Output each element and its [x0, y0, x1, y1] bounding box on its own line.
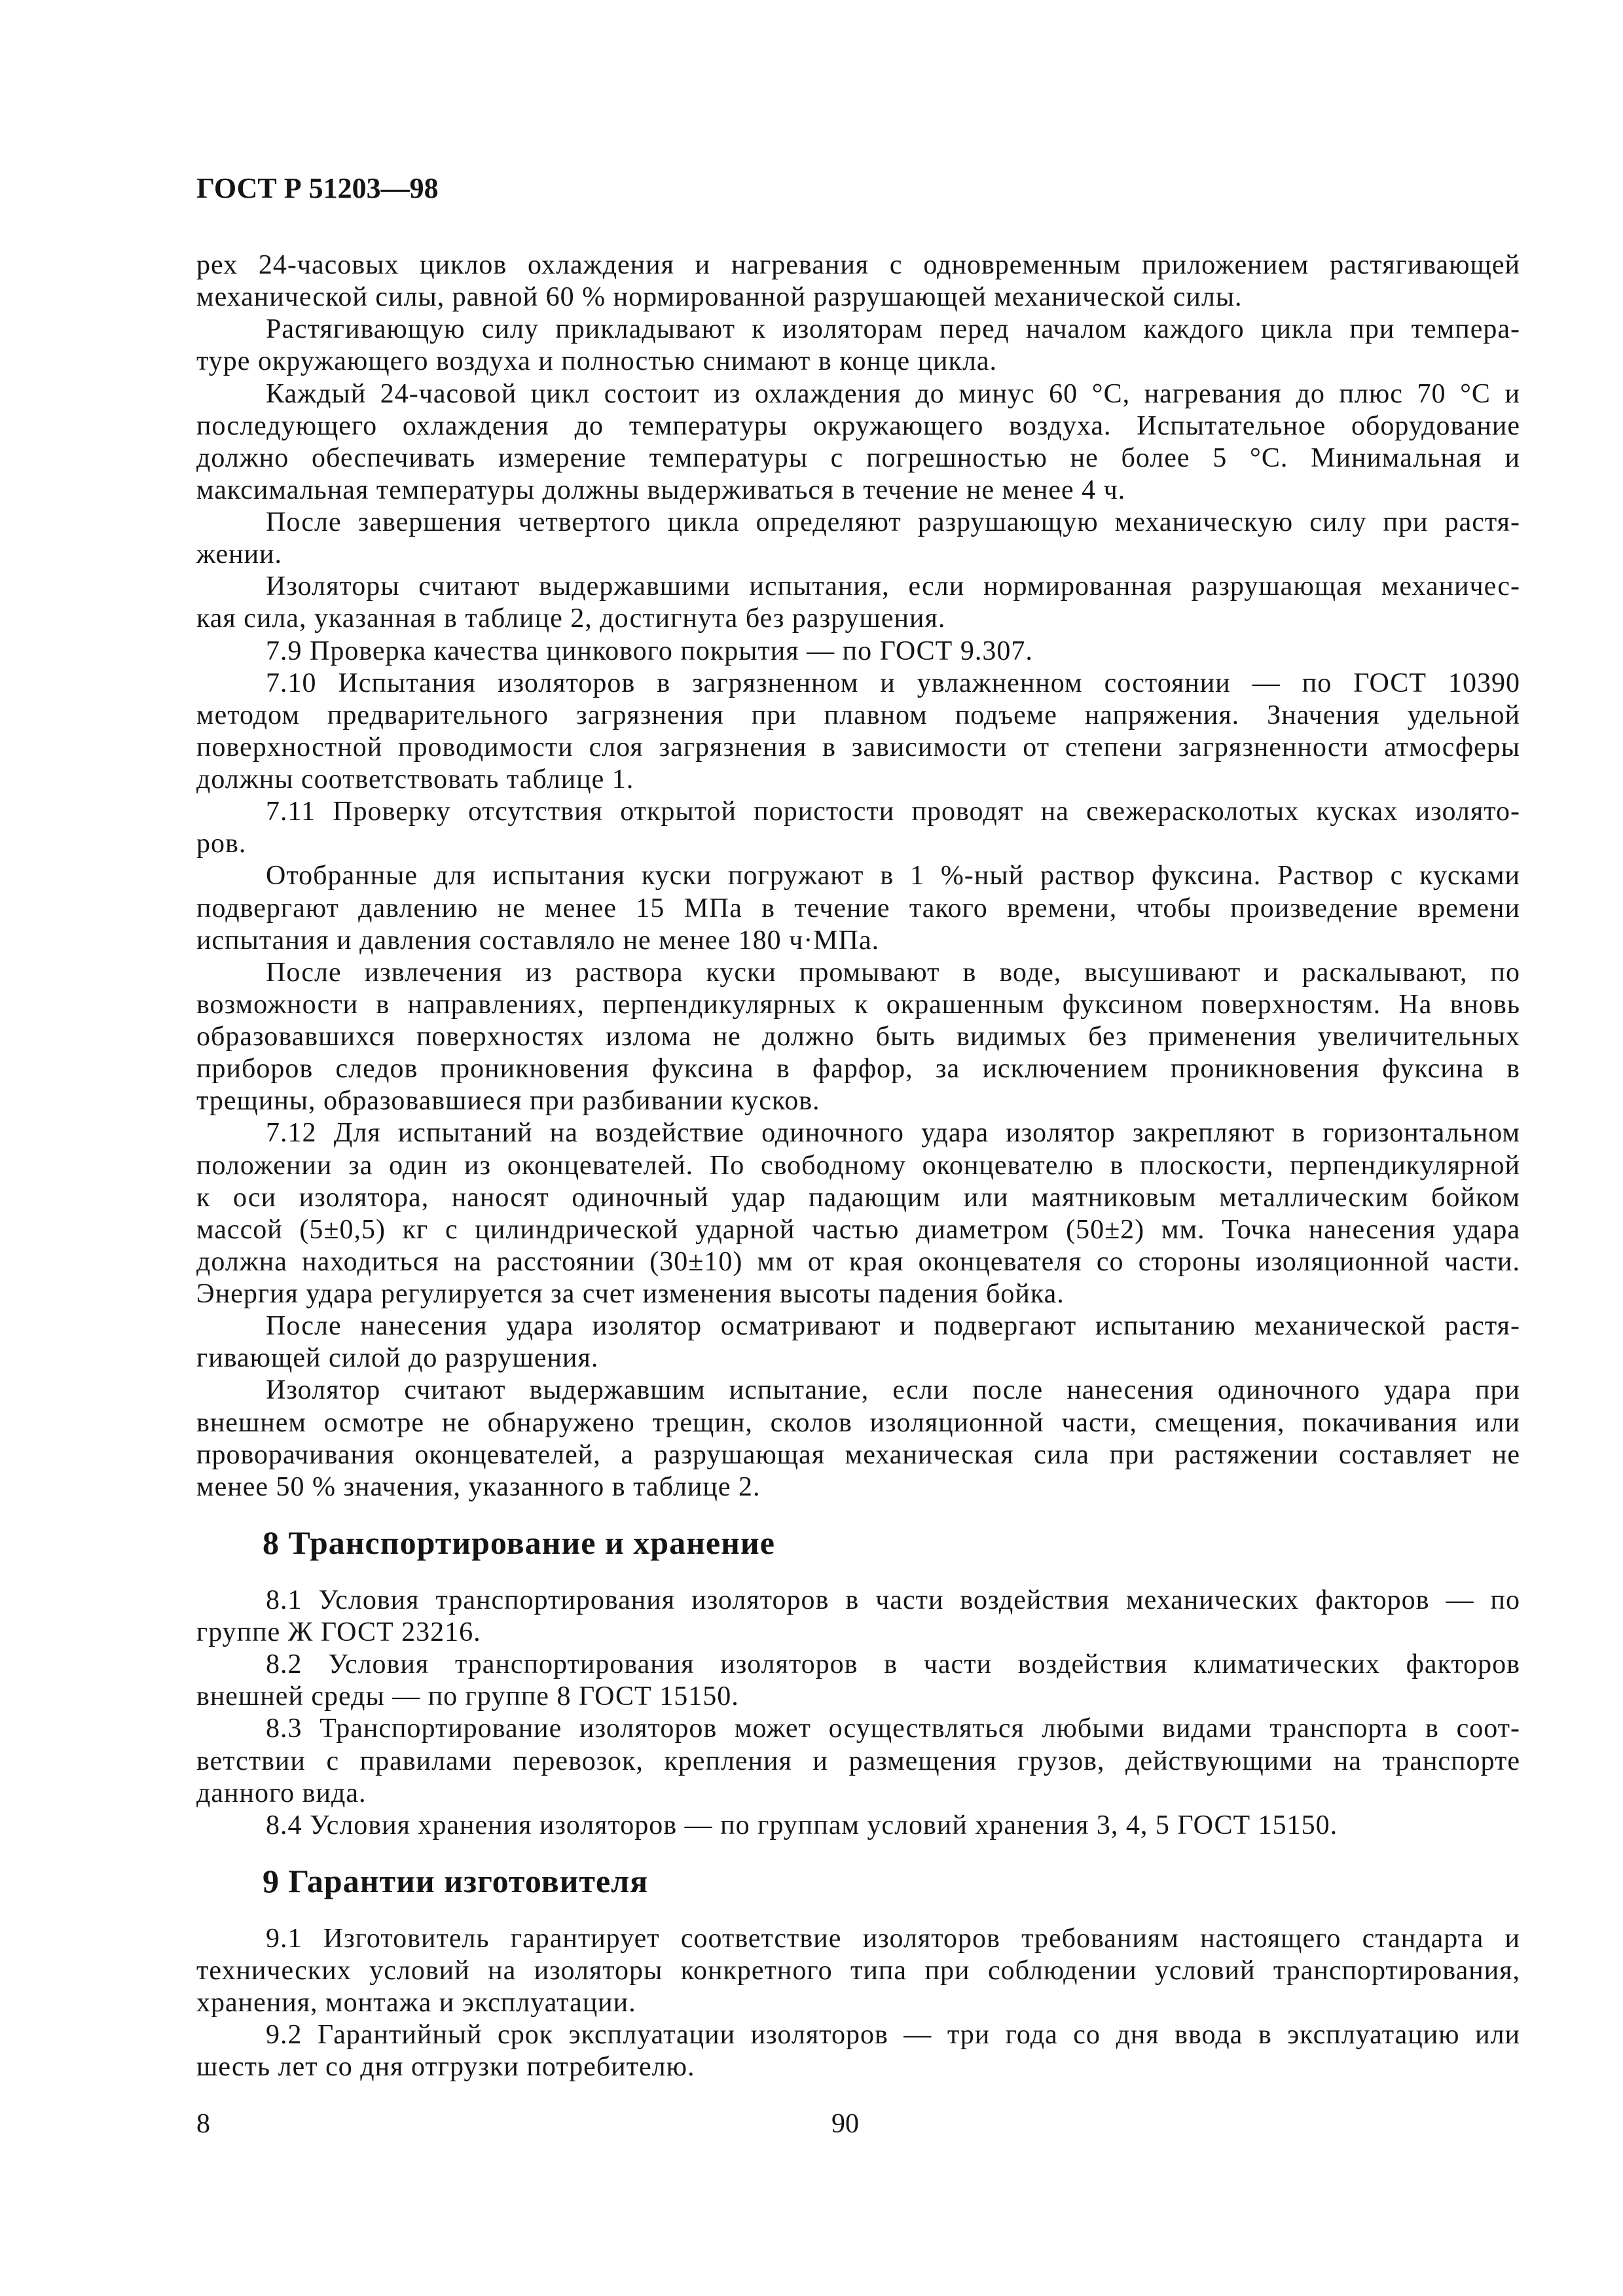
text-line: внешней среды — по группе 8 ГОСТ 15150. [196, 1681, 739, 1712]
text-line: ров. [196, 829, 247, 859]
text-line: приборов следов проникновения фуксина в фарфор, за исключением проникновения фуксина в [196, 1054, 1520, 1085]
text-line: Каждый 24-часовой цикл состоит из охлаждения до минус 60 °С, нагревания до плюс 70 °С и [266, 378, 1520, 409]
paragraph [196, 860, 1520, 956]
text-line: испытания и давления составляло не менее 180 ч·МПа. [196, 925, 880, 956]
text-line: должны соответствовать таблице 1. [196, 764, 634, 795]
paragraph [196, 249, 1520, 314]
text-line: последующего охлаждения до температуры окружающего воздуха. Испытательное оборудование [196, 410, 1520, 441]
sheet-number: 8 [196, 2109, 210, 2139]
section-9 [196, 1861, 1520, 2084]
clause-8-4 [196, 1810, 1520, 1842]
clause-7-9 [196, 636, 1520, 668]
text-line: 7.10 Испытания изоляторов в загрязненном и увлажненном состоянии — по ГОСТ 10390 [266, 668, 1520, 698]
text-line: шесть лет со дня отгрузки потребителю. [196, 2052, 695, 2083]
text-line: должна находиться на расстоянии (30±10) мм от края оконцевателя со стороны изоляционной части. [196, 1246, 1520, 1277]
text-line: технических условий на изоляторы конкретного типа при соблюдении условий транспортирования, [196, 1956, 1520, 1986]
text-line: 8.2 Условия транспортирования изоляторов в части воздействия климатических факторов [266, 1649, 1520, 1680]
text-line: 8.1 Условия транспортирования изоляторов в части воздействия механических факторов — по [266, 1585, 1520, 1615]
text-line: группе Ж ГОСТ 23216. [196, 1617, 481, 1647]
text-line: гивающей силой до разрушения. [196, 1343, 599, 1374]
text-line: жении. [196, 539, 283, 570]
text-line: 7.9 Проверка качества цинкового покрытия — по ГОСТ 9.307. [266, 636, 1033, 666]
text-line: После нанесения удара изолятор осматривают и подвергают испытанию механической растя- [266, 1311, 1520, 1342]
text-line: 9.1 Изготовитель гарантирует соответствие изоляторов требованиям настоящего стандарта и [266, 1923, 1520, 1954]
paragraph [196, 957, 1520, 1118]
clause-8-2 [196, 1649, 1520, 1713]
clause-8-3 [196, 1713, 1520, 1809]
text-line: данного вида. [196, 1778, 367, 1808]
text-line: рех 24-часовых циклов охлаждения и нагревания с одновременным приложением растягивающей [196, 250, 1520, 280]
text-line: ветствии с правилами перевозок, крепления и размещения грузов, действующими на транспорте [196, 1746, 1520, 1776]
clause-7-11 [196, 796, 1520, 860]
text-line: образовавшихся поверхностях излома не должно быть видимых без применения увеличительных [196, 1022, 1520, 1052]
section-8 [196, 1523, 1520, 1842]
clause-9-1 [196, 1923, 1520, 2019]
text-line: Энергия удара регулируется за счет изменения высоты падения бойка. [196, 1279, 1065, 1309]
paragraph [196, 378, 1520, 507]
clause-9-2 [196, 2019, 1520, 2083]
text-line: Изолятор считают выдержавшим испытание, если после нанесения одиночного удара при [266, 1375, 1520, 1406]
text-line: массой (5±0,5) кг с цилиндрической ударной частью диаметром (50±2) мм. Точка нанесения удара [196, 1214, 1520, 1245]
paragraph [196, 571, 1520, 635]
text-line: 9.2 Гарантийный срок эксплуатации изоляторов — три года со дня ввода в эксплуатацию или [266, 2020, 1520, 2051]
page-number: 90 [831, 2109, 859, 2139]
document-body [196, 249, 1520, 2084]
text-line: внешнем осмотре не обнаружено трещин, сколов изоляционной части, смещения, покачивания или [196, 1407, 1520, 1438]
text-line: После извлечения из раствора куски промывают в воде, высушивают и раскалывают, по [266, 957, 1520, 988]
text-line: поверхностной проводимости слоя загрязнения в зависимости от степени загрязненности атмосферы [196, 732, 1520, 762]
text-line: 7.11 Проверку отсутствия открытой пористости проводят на свежерасколотых кусках изолято- [266, 797, 1520, 827]
paragraph [196, 314, 1520, 378]
text-line: менее 50 % значения, указанного в таблице 2. [196, 1471, 761, 1502]
paragraph [196, 507, 1520, 571]
section-7-continuation [196, 249, 1520, 1503]
paragraph [196, 1374, 1520, 1503]
clause-7-12 [196, 1117, 1520, 1310]
text-line: кая сила, указанная в таблице 2, достигнута без разрушения. [196, 603, 946, 634]
text-line: методом предварительного загрязнения при плавном подъеме напряжения. Значения удельной [196, 700, 1520, 730]
text-line: 8.4 Условия хранения изоляторов — по группам условий хранения 3, 4, 5 ГОСТ 15150. [266, 1810, 1338, 1840]
document-code: ГОСТ Р 51203—98 [196, 172, 439, 204]
text-line: к оси изолятора, наносят одиночный удар падающим или маятниковым металлическим бойком [196, 1182, 1520, 1213]
text-line: Изоляторы считают выдержавшими испытания, если нормированная разрушающая механичес- [266, 571, 1520, 602]
section-heading: 8 Транспортирование и хранение [263, 1524, 775, 1561]
text-line: После завершения четвертого цикла определяют разрушающую механическую силу при растя- [266, 507, 1520, 537]
clause-8-1 [196, 1585, 1520, 1649]
text-line: Растягивающую силу прикладывают к изоляторам перед началом каждого цикла при темпера- [266, 314, 1520, 345]
text-line: максимальная температуры должны выдерживаться в течение не менее 4 ч. [196, 475, 1126, 505]
clause-7-10 [196, 668, 1520, 797]
text-line: положении за один из оконцевателей. По свободному оконцевателю в плоскости, перпендикулярной [196, 1150, 1520, 1181]
text-line: туре окружающего воздуха и полностью снимают в конце цикла. [196, 346, 998, 377]
text-line: возможности в направлениях, перпендикулярных к окрашенным фуксином поверхностям. На вновь [196, 989, 1520, 1020]
text-line: хранения, монтажа и эксплуатации. [196, 1988, 636, 2018]
text-line: 8.3 Транспортирование изоляторов может осуществляться любыми видами транспорта в соот- [266, 1713, 1520, 1744]
section-heading: 9 Гарантии изготовителя [263, 1862, 649, 1899]
text-line: Отобранные для испытания куски погружают в 1 %-ный раствор фуксина. Раствор с кусками [266, 861, 1520, 891]
text-line: подвергают давлению не менее 15 МПа в течение такого времени, чтобы произведение времени [196, 893, 1520, 924]
text-line: 7.12 Для испытаний на воздействие одиночного удара изолятор закрепляют в горизонтальном [266, 1118, 1520, 1149]
text-line: механической силы, равной 60 % нормированной разрушающей механической силы. [196, 282, 1243, 313]
text-line: должно обеспечивать измерение температуры с погрешностью не более 5 °С. Минимальная и [196, 442, 1520, 473]
text-line: трещины, образовавшиеся при разбивании кусков. [196, 1086, 820, 1117]
text-line: проворачивания оконцевателей, а разрушающая механическая сила при растяжении составляет не [196, 1439, 1520, 1470]
paragraph [196, 1310, 1520, 1374]
